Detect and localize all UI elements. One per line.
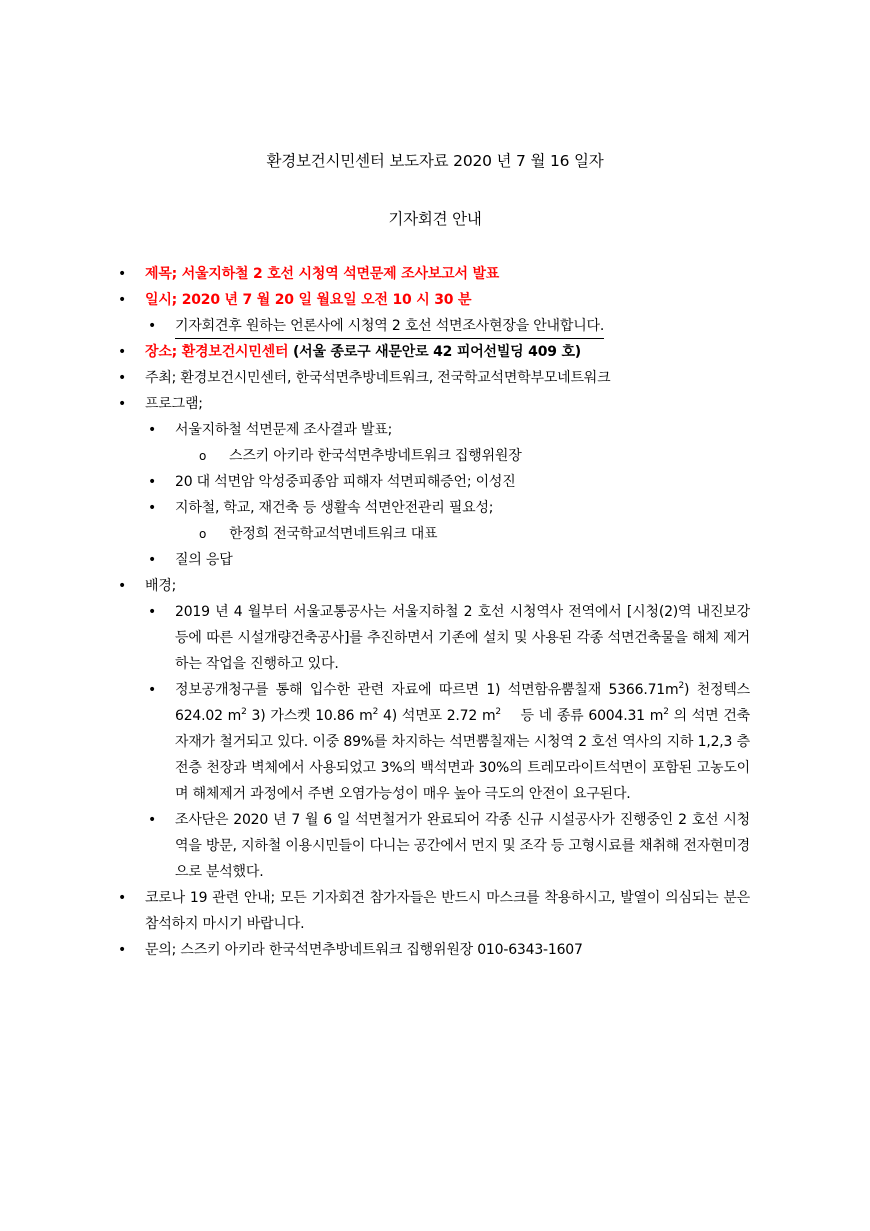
program-text: 20 대 석면암 악성중피종암 피해자 석면피해증언; 이성진 [175,474,516,490]
program-text: 지하철, 학교, 재건축 등 생활속 석면안전관리 필요성; [175,500,494,516]
list-item-contact [115,937,750,963]
bullet-icon: • [148,682,157,698]
bullet-icon: • [118,942,127,958]
circle-bullet-icon: o [199,449,207,463]
bullet-icon: • [148,552,157,568]
background-item [115,677,750,807]
background-item [115,807,750,885]
list-item-title [115,261,750,287]
list-item-place [115,339,750,365]
program-subitem [115,521,750,547]
bullet-icon: • [148,500,157,516]
event-datetime: 일시; 2020 년 7 월 20 일 월요일 오전 10 시 30 분 [145,292,472,308]
list-item-background [115,573,750,599]
contact-text: 문의; 스즈키 아키라 한국석면추방네트워크 집행위원장 010-6343-1607 [145,942,583,958]
place-label: 장소; 환경보건시민센터 [145,344,289,360]
bullet-icon: • [118,578,127,594]
program-speaker: 스즈키 아키라 한국석면추방네트워크 집행위원장 [229,448,522,464]
bullet-icon: • [148,422,157,438]
list-item-datetime [115,287,750,313]
background-item [115,599,750,677]
bullet-icon: • [118,292,127,308]
program-item [115,417,750,443]
program-label: 프로그램; [145,396,203,412]
program-item [115,469,750,495]
circle-bullet-icon: o [199,527,207,541]
list-item-program [115,391,750,417]
bullet-icon: • [148,604,157,620]
program-subitem [115,443,750,469]
program-item [115,495,750,521]
background-text: 조사단은 2020 년 7 월 6 일 석면철거가 완료되어 각종 신규 시설공사가 진행중인 2 호선 시청역을 방문, 지하철 이용시민들이 다니는 공간에서 먼지 및 조각 등 고형시료를 채취해 전자현미경으로 분석했다. [175,812,750,880]
place-detail: (서울 종로구 새문안로 42 피어선빌딩 409 호) [288,344,581,360]
covid-notice: 코로나 19 관련 안내; 모든 기자회견 참가자들은 반드시 마스크를 착용하시고, 발열이 의심되는 분은 참석하지 마시기 바랍니다. [145,890,750,932]
list-item-host [115,365,750,391]
bullet-icon: • [118,396,127,412]
list-item-covid [115,885,750,937]
event-title: 제목; 서울지하철 2 호선 시청역 석면문제 조사보고서 발표 [145,266,500,282]
bullet-icon: • [118,266,127,282]
program-text: 서울지하철 석면문제 조사결과 발표; [175,422,393,438]
host-text: 주최; 환경보건시민센터, 한국석면추방네트워크, 전국학교석면학부모네트워크 [145,370,611,386]
background-text: 2019 년 4 월부터 서울교통공사는 서울지하철 2 호선 시청역사 전역에서 [시청(2)역 내진보강 등에 따른 시설개량건축공사]를 추진하면서 기존에 설치 및 사용된 각종 석면건축물을 해체 제거하는 작업을 진행하고 있다. [175,604,750,672]
press-release-title: 환경보건시민센터 보도자료 2020 년 7 월 16 일자 [266,152,604,170]
announcement-list [115,261,750,963]
list-item-datetime-note [115,313,750,339]
program-speaker: 한정희 전국학교석면네트워크 대표 [229,526,438,542]
bullet-icon: • [148,318,157,334]
bullet-icon: • [148,474,157,490]
bullet-icon: • [118,890,127,906]
announcement-subtitle: 기자회견 안내 [388,210,482,228]
program-item [115,547,750,573]
background-label: 배경; [145,578,177,594]
program-text: 질의 응답 [175,552,233,568]
bullet-icon: • [148,812,157,828]
datetime-note: 기자회견후 원하는 언론사에 시청역 2 호선 석면조사현장을 안내합니다. [175,314,604,339]
background-text: 정보공개청구를 통해 입수한 관련 자료에 따르면 1) 석면함유뿜칠재 $5366.71m^2$) 천정텍스 624.02 $m^2$ 3) 가스켓 10.86 $m^2$ 4) 석면포 2.72 $m^2$ 등 네 종류 6004.31 $m^2$ 의 석면 건축 자재가 철거되고 있다. 이중 89%를 차지하는 석면뿜칠재는 시청역 2 호선 역사의 지하 1,2,3 층 전층 천장과 벽체에서 사용되었고 3%의 백석면과 30%의 트레모라이트석면이 포함된 고농도이며 해체제거 과정에서 주변 오염가능성이 매우 높아 극도의 안전이 요구된다. [175,681,750,802]
bullet-icon: • [118,344,127,360]
bullet-icon: • [118,370,127,386]
